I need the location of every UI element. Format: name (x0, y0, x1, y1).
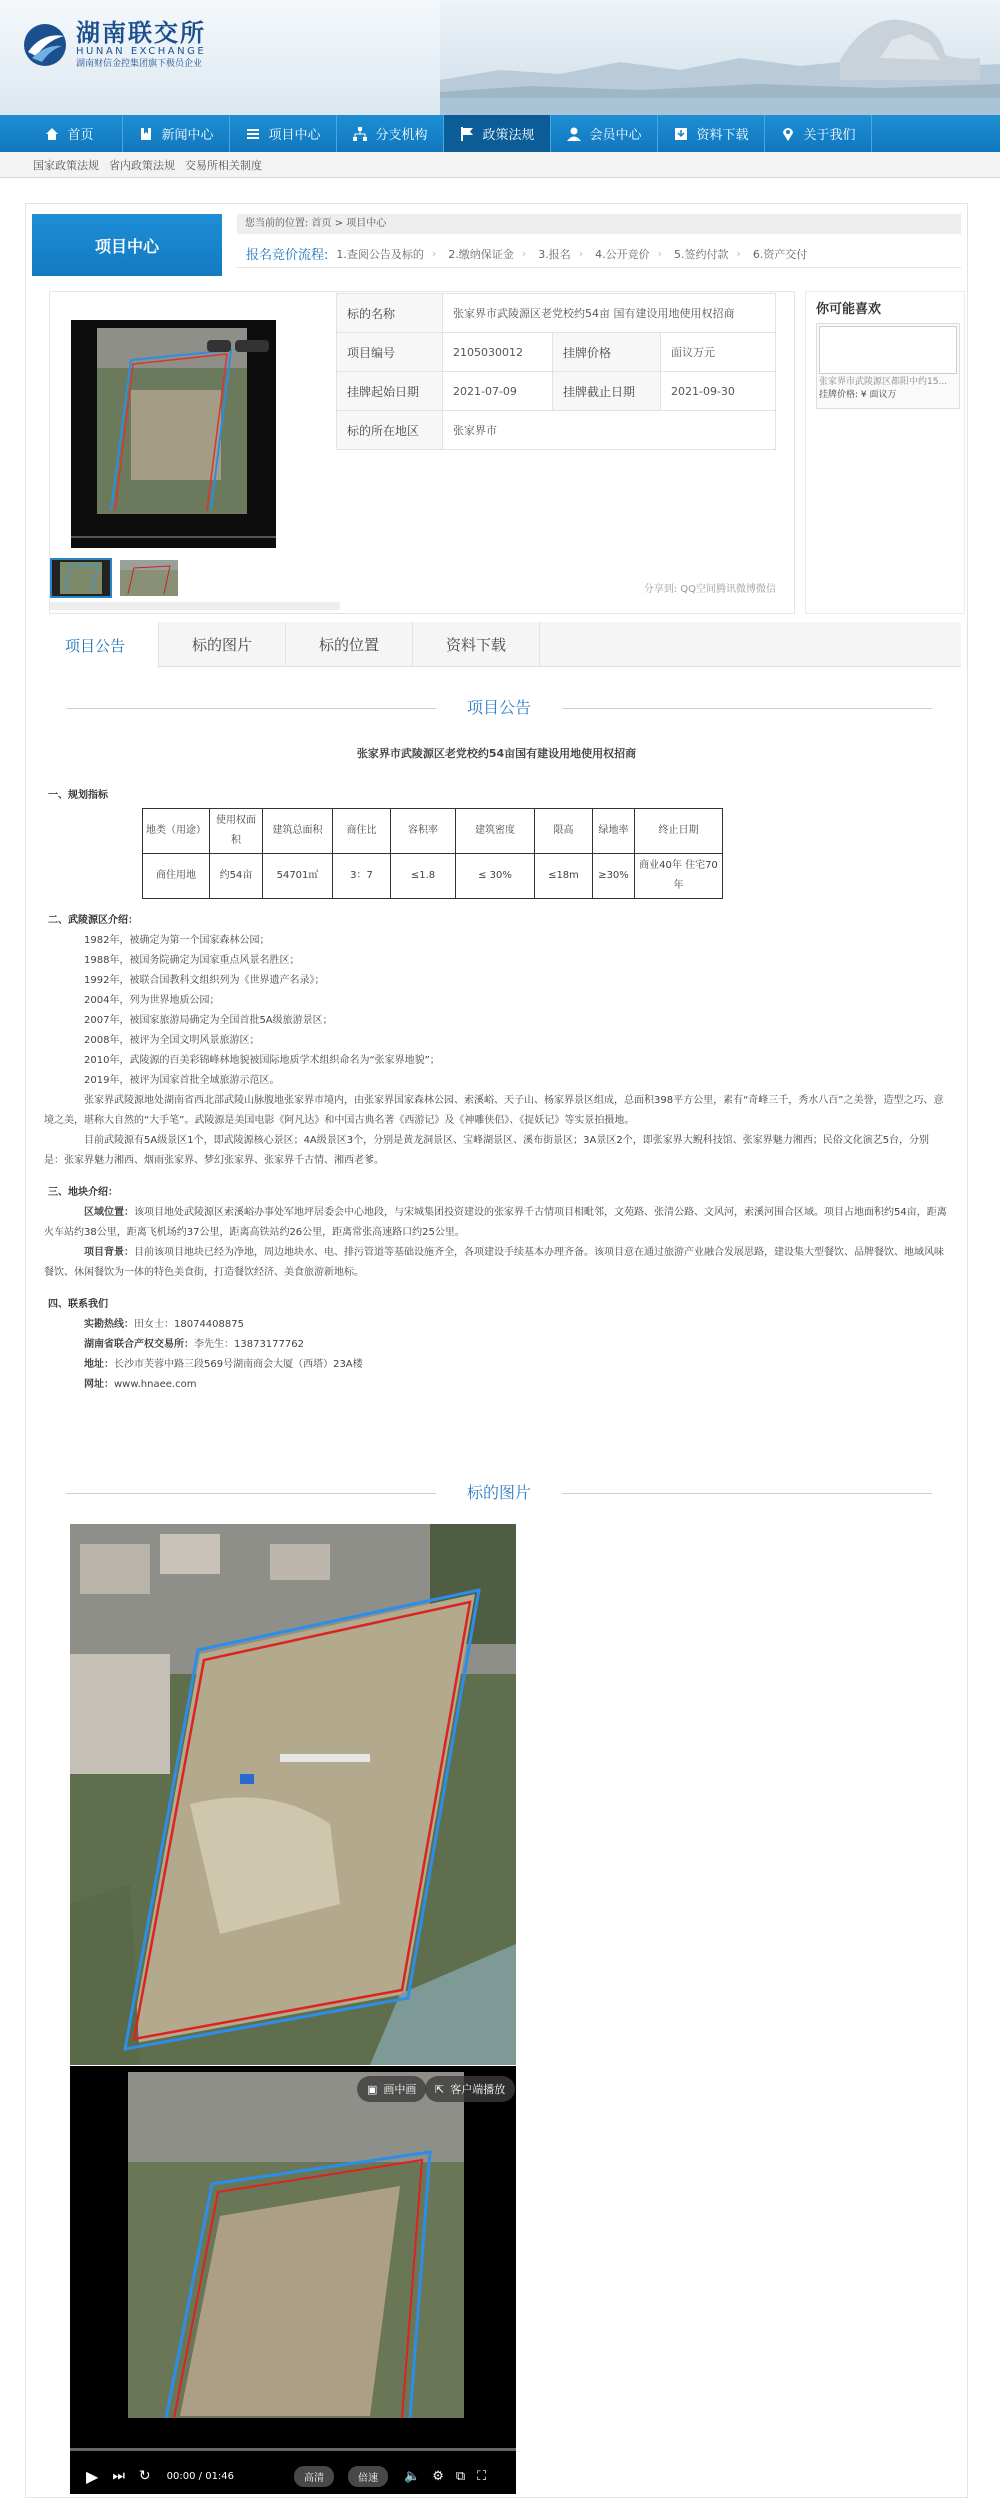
article-heading: 三、地块介绍： (48, 1187, 118, 1198)
branch-icon (352, 126, 368, 142)
subheading: 区域位置： (84, 1207, 134, 1218)
plan-header-cell: 容积率 (391, 809, 456, 854)
nav-item[interactable] (337, 115, 444, 152)
flag-icon (459, 126, 475, 142)
section-badge: 项目中心 (32, 214, 222, 276)
section-header (66, 1482, 932, 1504)
nav-label: 项目中心 (268, 128, 321, 143)
aerial-photo-large (70, 1524, 516, 2065)
planning-table (142, 808, 723, 899)
video-frame (70, 2066, 516, 2494)
thumbnail-scrollbar[interactable] (50, 602, 340, 610)
breadcrumb: 您当前的位置: 首页 > 项目中心 (237, 214, 961, 234)
nav-item[interactable] (551, 115, 658, 152)
subnav-item[interactable]: 省内政策法规 (109, 158, 175, 172)
step-item: 2.缴纳保证金 (448, 247, 514, 261)
plan-header-cell: 地类（用途） (143, 809, 210, 854)
nav-item[interactable] (444, 115, 551, 152)
article-heading: 一、规划指标 (48, 790, 108, 801)
contact-label: 网址： (84, 1379, 114, 1390)
chevron-right-icon: › (657, 247, 663, 260)
listing-info-table (336, 293, 776, 560)
contact-label: 地址： (84, 1359, 114, 1370)
nav-label: 分支机构 (375, 128, 428, 143)
download-icon (673, 126, 689, 142)
contact-value: 长沙市芙蓉中路三段569号湖南商会大厦（西塔）23A楼 (114, 1359, 363, 1370)
main-content (25, 203, 968, 2498)
sub-nav (0, 152, 1000, 178)
loop-icon[interactable]: ↻ (138, 2468, 151, 2484)
plan-header-cell: 商住比 (333, 809, 391, 854)
field-label: 挂牌截止日期 (553, 372, 661, 411)
start-date: 2021-07-09 (443, 372, 553, 411)
section-header (66, 697, 932, 719)
nav-item[interactable] (16, 115, 123, 152)
news-icon (138, 126, 154, 142)
steps-lead: 报名竞价流程: (246, 248, 329, 263)
nav-label: 会员中心 (589, 128, 642, 143)
plan-cell: ≤1.8 (391, 854, 456, 899)
site-name: 湖南联交所 (76, 19, 206, 47)
article-paragraph: 张家界武陵源地处湖南省西北部武陵山脉腹地张家界市境内，由张家界国家森林公园、索溪峪、天子山、杨家界景区组成，总面积398平方公里，素有“奇峰三千，秀水八百”之美誉，造型之巧、意境之美，堪称大自然的“大手笔”。武陵源是美国电影《阿凡达》和中国古典名著《西游记》及《神雕侠侣》、《捉妖记》等实景拍摄地。 (44, 1095, 944, 1126)
nav-item[interactable] (658, 115, 765, 152)
plan-header-cell: 建筑总面积 (263, 809, 333, 854)
home-icon (44, 126, 60, 142)
step-item: 4.公开竞价 (595, 247, 650, 261)
recommend-panel (805, 291, 965, 614)
announcement-article (44, 744, 949, 1395)
nav-label: 首页 (67, 128, 94, 143)
article-title: 张家界市武陵源区老党校约54亩国有建设用地使用权招商 (356, 747, 637, 760)
nav-item[interactable] (123, 115, 230, 152)
chevron-right-icon: › (521, 247, 527, 260)
tab-pictures[interactable]: 标的图片 (159, 622, 286, 667)
nav-label: 资料下载 (696, 128, 749, 143)
bid-steps (237, 240, 961, 268)
video-time: 00:00 / 01:46 (166, 2470, 235, 2482)
client-play-button[interactable] (425, 2076, 515, 2102)
pip-icon: ▣ (367, 2082, 378, 2096)
nav-item[interactable] (765, 115, 872, 152)
field-label: 标的所在地区 (337, 411, 443, 450)
fullscreen-icon[interactable]: ⛶ (477, 2468, 487, 2484)
listing-price: 面议万元 (661, 333, 776, 372)
share-links[interactable]: 分享到: QQ空间腾讯微博微信 (643, 584, 776, 595)
article-heading: 四、联系我们 (48, 1299, 108, 1310)
recommend-card-text: 张家界市武陵源区都阳中约15... (819, 377, 948, 387)
article-paragraph: 目前武陵源有5A级景区1个，即武陵源核心景区；4A级景区3个，分别是黄龙洞景区、宝峰湖景区、溪布街景区；3A景区2个，即张家界大鲵科技馆、张家界魅力湘西；民俗文化演艺5台，分别是：张家界魅力湘西、烟雨张家界、梦幻张家界、张家界千古情、湘西老爹。 (44, 1135, 930, 1166)
header-scenery (440, 0, 1000, 115)
video-player[interactable] (70, 2066, 516, 2494)
history-line: 2010年，武陵源的百美彩锦峰林地貌被国际地质学术组织命名为“张家界地貌”； (84, 1055, 440, 1066)
volume-icon[interactable]: 🔈 (404, 2468, 421, 2484)
article-paragraph: 目前该项目地块已经为净地，周边地块水、电、排污管道等基础设施齐全，各项建设手续基本办理齐备。该项目意在通过旅游产业融合发展思路，建设集大型餐饮、品牌餐饮、地域风味餐饮、休闲餐饮为一体的特色美食街，打造餐饮经济、美食旅游新地标。 (44, 1247, 944, 1278)
article-heading: 二、武陵源区介绍： (48, 915, 138, 926)
aerial-photo (71, 320, 276, 548)
pip-button[interactable] (357, 2076, 426, 2102)
contact-value: 田女士：18074408875 (134, 1319, 244, 1330)
settings-icon[interactable]: ⚙ (432, 2468, 444, 2484)
section-title: 项目公告 (466, 698, 531, 717)
nav-label: 政策法规 (482, 128, 535, 143)
subnav-item[interactable]: 交易所相关制度 (185, 158, 262, 172)
play-icon[interactable]: ▶ (86, 2466, 99, 2486)
location-icon (780, 126, 796, 142)
field-label: 挂牌起始日期 (337, 372, 443, 411)
plan-cell: 54701㎡ (263, 854, 333, 899)
thumbnail[interactable] (50, 558, 112, 598)
client-play-label: 客户端播放 (450, 2083, 506, 2096)
tab-location[interactable]: 标的位置 (286, 622, 413, 667)
plan-header-cell: 终止日期 (635, 809, 723, 854)
history-line: 2007年，被国家旅游局确定为全国首批5A级旅游景区； (84, 1015, 333, 1026)
history-line: 2004年，列为世界地质公园； (84, 995, 220, 1006)
plan-header-cell: 建筑密度 (456, 809, 535, 854)
recommend-card-price: 挂牌价格: ¥ 面议万 (819, 390, 897, 400)
video-controls (70, 2458, 516, 2494)
field-label: 项目编号 (337, 333, 443, 372)
nav-label: 关于我们 (803, 128, 856, 143)
history-line: 1988年，被国务院确定为国家重点风景名胜区； (84, 955, 300, 966)
history-line: 2008年，被评为全国文明风景旅游区； (84, 1035, 260, 1046)
site-logo[interactable] (22, 20, 206, 70)
plan-cell: 约54亩 (210, 854, 263, 899)
recommend-title: 你可能喜欢 (816, 302, 882, 317)
next-icon[interactable]: ⏭ (112, 2468, 125, 2484)
nav-label: 新闻中心 (161, 128, 214, 143)
logo-mark-icon (22, 22, 68, 68)
step-item: 6.资产交付 (752, 247, 808, 261)
site-subtitle: 湖南财信金控集团旗下极员企业 (76, 59, 203, 69)
subnav-item[interactable]: 国家政策法规 (33, 158, 99, 172)
recommend-card[interactable] (816, 323, 960, 409)
listing-panel (49, 291, 795, 614)
thumbnail[interactable] (118, 558, 180, 598)
plan-cell: 商业40年 住宅70年 (635, 854, 723, 899)
project-number: 2105030012 (443, 333, 553, 372)
detail-tabs (32, 622, 961, 667)
plan-cell: ≤ 30% (456, 854, 535, 899)
history-line: 2019年，被评为国家首批全域旅游示范区。 (84, 1075, 280, 1086)
tab-announcement[interactable]: 项目公告 (32, 622, 159, 668)
field-label: 挂牌价格 (553, 333, 661, 372)
tab-downloads[interactable]: 资料下载 (413, 622, 540, 667)
speed-button[interactable]: 倍速 (348, 2466, 388, 2487)
plan-cell: 3：7 (333, 854, 391, 899)
plan-cell: ≥30% (593, 854, 635, 899)
history-line: 1992年，被联合国教科文组织列为《世界遗产名录》； (84, 975, 325, 986)
external-link-icon: ⇱ (435, 2082, 445, 2096)
chevron-right-icon: › (431, 247, 437, 260)
end-date: 2021-09-30 (661, 372, 776, 411)
chevron-right-icon: › (736, 247, 741, 260)
plan-header-cell: 限高 (535, 809, 593, 854)
plan-cell: ≤18m (535, 854, 593, 899)
thumbnail-strip (50, 558, 186, 598)
quality-button[interactable]: 高清 (294, 2466, 334, 2487)
plan-header-cell: 绿地率 (593, 809, 635, 854)
nav-item[interactable] (230, 115, 337, 152)
chevron-right-icon: › (578, 247, 584, 260)
history-line: 1982年，被确定为第一个国家森林公园； (84, 935, 270, 946)
list-icon (245, 126, 261, 142)
step-item: 5.签约付款 (674, 247, 729, 261)
subheading: 项目背景： (84, 1247, 134, 1258)
pip-label: 画中画 (383, 2083, 417, 2096)
plan-cell: 商住用地 (143, 854, 210, 899)
user-icon (566, 126, 582, 142)
contact-label: 实勘热线： (84, 1319, 134, 1330)
step-item: 1.查阅公告及标的 (336, 247, 424, 261)
recommend-image (819, 326, 957, 374)
web-fullscreen-icon[interactable]: ⧉ (455, 2468, 466, 2484)
contact-label: 湖南省联合产权交易所： (84, 1339, 194, 1350)
listing-region: 张家界市 (443, 411, 776, 450)
main-nav (0, 115, 1000, 152)
listing-title: 张家界市武陵源区老党校约54亩 国有建设用地使用权招商 (443, 294, 776, 333)
section-title: 标的图片 (466, 1483, 531, 1502)
site-header (0, 0, 1000, 115)
step-item: 3.报名 (538, 247, 571, 261)
contact-value: 李先生：13873177762 (194, 1339, 304, 1350)
website-link[interactable]: www.hnaee.com (114, 1379, 197, 1390)
plan-header-cell: 使用权面积 (210, 809, 263, 854)
site-name-en: HUNAN EXCHANGE (76, 46, 207, 57)
article-paragraph: 该项目地处武陵源区索溪峪办事处军地坪居委会中心地段，与宋城集团投资建设的张家界千古情项目相毗邻，文苑路、张清公路、文风河，索溪河围合区域。项目占地面积约54亩，距离火车站约38公里，距离飞机场约37公里，距离高铁站约26公里，距离常张高速路口约25公里。 (44, 1207, 947, 1238)
field-label: 标的名称 (337, 294, 443, 333)
listing-video-preview[interactable] (71, 320, 276, 548)
